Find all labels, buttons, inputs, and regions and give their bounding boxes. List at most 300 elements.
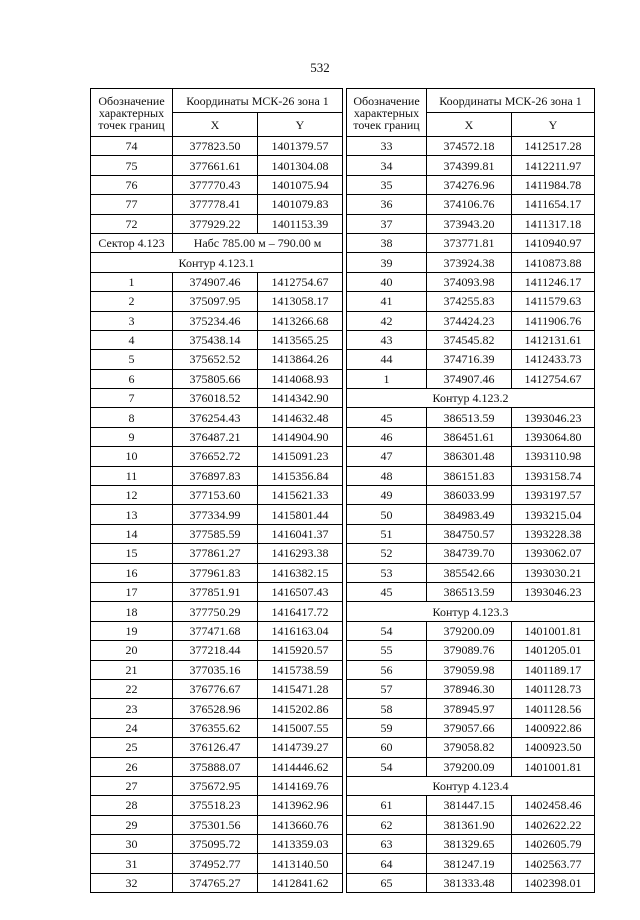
point-cell: 47 — [347, 447, 427, 466]
table-row — [91, 776, 343, 795]
x-coordinate-cell: 377585.59 — [173, 524, 258, 543]
y-coordinate-cell: 1412433.73 — [512, 350, 595, 369]
x-coordinate-cell: 375652.52 — [173, 350, 258, 369]
table-row — [91, 214, 343, 233]
point-cell: 33 — [347, 137, 427, 156]
sector-height-cell: Набс 785.00 м – 790.00 м — [173, 233, 343, 252]
table-row — [91, 272, 343, 291]
point-cell: 26 — [91, 757, 173, 776]
point-cell: 37 — [347, 214, 427, 233]
x-coordinate-cell: 375805.66 — [173, 369, 258, 388]
x-coordinate-cell: 378945.97 — [427, 699, 512, 718]
x-coordinate-cell: 377778.41 — [173, 195, 258, 214]
table-row — [91, 602, 343, 621]
table-row — [91, 466, 343, 485]
x-coordinate-cell: 376897.83 — [173, 466, 258, 485]
y-coordinate-cell: 1411654.17 — [512, 195, 595, 214]
point-cell: 1 — [91, 272, 173, 291]
table-row — [347, 311, 595, 330]
x-coordinate-cell: 374907.46 — [173, 272, 258, 291]
table-row — [91, 738, 343, 757]
table-row — [347, 292, 595, 311]
table-row — [347, 835, 595, 854]
x-coordinate-cell: 374952.77 — [173, 854, 258, 873]
x-coordinate-cell: 378946.30 — [427, 679, 512, 698]
y-coordinate-cell: 1402563.77 — [512, 854, 595, 873]
y-coordinate-cell: 1401079.83 — [258, 195, 343, 214]
y-coordinate-cell: 1416041.37 — [258, 524, 343, 543]
x-coordinate-cell: 374572.18 — [427, 137, 512, 156]
y-coordinate-cell: 1400923.50 — [512, 738, 595, 757]
point-cell: 52 — [347, 544, 427, 563]
point-cell: 55 — [347, 641, 427, 660]
point-cell: 18 — [91, 602, 173, 621]
table-row — [91, 544, 343, 563]
x-column-header: X — [173, 113, 258, 137]
table-row — [347, 796, 595, 815]
y-coordinate-cell: 1412754.67 — [258, 272, 343, 291]
x-coordinate-cell: 386513.59 — [427, 582, 512, 601]
table-row — [91, 815, 343, 834]
table-row — [91, 311, 343, 330]
x-coordinate-cell: 377153.60 — [173, 486, 258, 505]
y-coordinate-cell: 1414068.93 — [258, 369, 343, 388]
table-row — [91, 796, 343, 815]
y-coordinate-cell: 1415621.33 — [258, 486, 343, 505]
y-column-header: Y — [512, 113, 595, 137]
table-row — [91, 292, 343, 311]
x-coordinate-cell: 375438.14 — [173, 330, 258, 349]
point-cell: 2 — [91, 292, 173, 311]
y-coordinate-cell: 1415091.23 — [258, 447, 343, 466]
table-row — [347, 738, 595, 757]
point-cell: 48 — [347, 466, 427, 485]
point-cell: 15 — [91, 544, 173, 563]
table-row — [347, 427, 595, 446]
y-coordinate-cell: 1416382.15 — [258, 563, 343, 582]
y-coordinate-cell: 1415920.57 — [258, 641, 343, 660]
table-row — [347, 815, 595, 834]
x-coordinate-cell: 375234.46 — [173, 311, 258, 330]
table-row — [91, 486, 343, 505]
y-coordinate-cell: 1393215.04 — [512, 505, 595, 524]
y-coordinate-cell: 1415801.44 — [258, 505, 343, 524]
table-row — [347, 195, 595, 214]
y-coordinate-cell: 1401128.56 — [512, 699, 595, 718]
x-coordinate-cell: 375888.07 — [173, 757, 258, 776]
page-number: 532 — [310, 60, 330, 75]
x-coordinate-cell: 377861.27 — [173, 544, 258, 563]
point-cell: 61 — [347, 796, 427, 815]
table-row — [91, 660, 343, 679]
point-cell: 50 — [347, 505, 427, 524]
x-coordinate-cell: 376355.62 — [173, 718, 258, 737]
y-coordinate-cell: 1402458.46 — [512, 796, 595, 815]
point-cell: 19 — [91, 621, 173, 640]
y-coordinate-cell: 1416417.72 — [258, 602, 343, 621]
table-row — [91, 505, 343, 524]
x-coordinate-cell: 373771.81 — [427, 233, 512, 252]
point-cell: 28 — [91, 796, 173, 815]
y-coordinate-cell: 1412211.97 — [512, 156, 595, 175]
x-coordinate-cell: 384739.70 — [427, 544, 512, 563]
point-cell: 64 — [347, 854, 427, 873]
x-coordinate-cell: 379200.09 — [427, 757, 512, 776]
x-coordinate-cell: 377471.68 — [173, 621, 258, 640]
point-cell: 30 — [91, 835, 173, 854]
point-cell: 43 — [347, 330, 427, 349]
y-coordinate-cell: 1393062.07 — [512, 544, 595, 563]
y-coordinate-cell: 1401304.08 — [258, 156, 343, 175]
table-row — [347, 272, 595, 291]
point-cell: 42 — [347, 311, 427, 330]
x-coordinate-cell: 386151.83 — [427, 466, 512, 485]
point-cell: 4 — [91, 330, 173, 349]
point-cell: 74 — [91, 137, 173, 156]
point-cell: 45 — [347, 408, 427, 427]
table-row — [347, 137, 595, 156]
section-title: Контур 4.123.4 — [347, 776, 595, 795]
table-row — [347, 524, 595, 543]
table-row — [91, 175, 343, 194]
x-coordinate-cell: 374716.39 — [427, 350, 512, 369]
point-cell: 7 — [91, 389, 173, 408]
y-coordinate-cell: 1411246.17 — [512, 272, 595, 291]
y-coordinate-cell: 1402605.79 — [512, 835, 595, 854]
x-coordinate-cell: 384983.49 — [427, 505, 512, 524]
point-cell: 14 — [91, 524, 173, 543]
table-row — [347, 369, 595, 388]
x-coordinate-cell: 386033.99 — [427, 486, 512, 505]
x-coordinate-cell: 376254.43 — [173, 408, 258, 427]
point-cell: 23 — [91, 699, 173, 718]
x-coordinate-cell: 377750.29 — [173, 602, 258, 621]
y-coordinate-cell: 1415356.84 — [258, 466, 343, 485]
point-cell: 10 — [91, 447, 173, 466]
table-row — [91, 563, 343, 582]
coordinates-system-header: Координаты МСК-26 зона 1 — [427, 89, 595, 113]
x-coordinate-cell: 377661.61 — [173, 156, 258, 175]
x-coordinate-cell: 376126.47 — [173, 738, 258, 757]
table-row — [91, 873, 343, 892]
table-row — [347, 466, 595, 485]
table-row — [347, 408, 595, 427]
point-cell: 9 — [91, 427, 173, 446]
table-row — [347, 699, 595, 718]
table-row — [91, 137, 343, 156]
y-coordinate-cell: 1414342.90 — [258, 389, 343, 408]
y-coordinate-cell: 1413359.03 — [258, 835, 343, 854]
table-row — [347, 679, 595, 698]
point-cell: 22 — [91, 679, 173, 698]
point-cell: Сектор 4.123 — [91, 233, 173, 252]
y-coordinate-cell: 1416163.04 — [258, 621, 343, 640]
y-coordinate-cell: 1413660.76 — [258, 815, 343, 834]
y-coordinate-cell: 1401205.01 — [512, 641, 595, 660]
table-row — [91, 679, 343, 698]
x-coordinate-cell: 373924.38 — [427, 253, 512, 272]
table-row — [91, 408, 343, 427]
section-title: Контур 4.123.1 — [91, 253, 343, 272]
point-cell: 57 — [347, 679, 427, 698]
y-coordinate-cell: 1402398.01 — [512, 873, 595, 892]
y-coordinate-cell: 1410940.97 — [512, 233, 595, 252]
y-coordinate-cell: 1412754.67 — [512, 369, 595, 388]
point-cell: 36 — [347, 195, 427, 214]
table-row — [347, 253, 595, 272]
point-cell: 34 — [347, 156, 427, 175]
y-coordinate-cell: 1415202.86 — [258, 699, 343, 718]
table-row — [347, 757, 595, 776]
x-coordinate-cell: 375301.56 — [173, 815, 258, 834]
y-coordinate-cell: 1393046.23 — [512, 408, 595, 427]
x-coordinate-cell: 381447.15 — [427, 796, 512, 815]
x-coordinate-cell: 376652.72 — [173, 447, 258, 466]
point-cell: 44 — [347, 350, 427, 369]
table-row — [91, 369, 343, 388]
x-coordinate-cell: 375097.95 — [173, 292, 258, 311]
table-row — [347, 350, 595, 369]
y-coordinate-cell: 1411984.78 — [512, 175, 595, 194]
point-cell: 24 — [91, 718, 173, 737]
x-coordinate-cell: 386301.48 — [427, 447, 512, 466]
point-cell: 8 — [91, 408, 173, 427]
table-row — [347, 660, 595, 679]
x-coordinate-cell: 379089.76 — [427, 641, 512, 660]
point-cell: 39 — [347, 253, 427, 272]
y-coordinate-cell: 1413962.96 — [258, 796, 343, 815]
x-coordinate-cell: 375518.23 — [173, 796, 258, 815]
y-coordinate-cell: 1413864.26 — [258, 350, 343, 369]
x-coordinate-cell: 381329.65 — [427, 835, 512, 854]
table-row — [347, 486, 595, 505]
table-row — [91, 835, 343, 854]
table-row — [91, 195, 343, 214]
y-coordinate-cell: 1413058.17 — [258, 292, 343, 311]
y-coordinate-cell: 1415007.55 — [258, 718, 343, 737]
table-row — [91, 427, 343, 446]
x-coordinate-cell: 376487.21 — [173, 427, 258, 446]
x-coordinate-cell: 374765.27 — [173, 873, 258, 892]
x-coordinate-cell: 374093.98 — [427, 272, 512, 291]
x-coordinate-cell: 377218.44 — [173, 641, 258, 660]
coordinates-system-header: Координаты МСК-26 зона 1 — [173, 89, 343, 113]
x-coordinate-cell: 377770.43 — [173, 175, 258, 194]
coordinates-table-left — [90, 88, 343, 893]
point-cell: 65 — [347, 873, 427, 892]
y-coordinate-cell: 1415738.59 — [258, 660, 343, 679]
y-coordinate-cell: 1413266.68 — [258, 311, 343, 330]
point-cell: 21 — [91, 660, 173, 679]
x-coordinate-cell: 374907.46 — [427, 369, 512, 388]
point-cell: 60 — [347, 738, 427, 757]
table-row — [91, 854, 343, 873]
table-row — [91, 699, 343, 718]
y-coordinate-cell: 1393046.23 — [512, 582, 595, 601]
point-cell: 54 — [347, 757, 427, 776]
y-coordinate-cell: 1414169.76 — [258, 776, 343, 795]
x-coordinate-cell: 376018.52 — [173, 389, 258, 408]
table-row — [347, 544, 595, 563]
x-coordinate-cell: 377961.83 — [173, 563, 258, 582]
table-row — [91, 350, 343, 369]
point-cell: 76 — [91, 175, 173, 194]
x-coordinate-cell: 377334.99 — [173, 505, 258, 524]
x-coordinate-cell: 373943.20 — [427, 214, 512, 233]
point-cell: 1 — [347, 369, 427, 388]
y-coordinate-cell: 1411906.76 — [512, 311, 595, 330]
sector-row — [91, 233, 343, 252]
table-row — [347, 156, 595, 175]
point-cell: 35 — [347, 175, 427, 194]
x-column-header: X — [427, 113, 512, 137]
y-coordinate-cell: 1393110.98 — [512, 447, 595, 466]
point-cell: 45 — [347, 582, 427, 601]
table-row — [91, 524, 343, 543]
table-row — [347, 621, 595, 640]
y-coordinate-cell: 1401128.73 — [512, 679, 595, 698]
y-coordinate-cell: 1401379.57 — [258, 137, 343, 156]
table-row — [347, 582, 595, 601]
x-coordinate-cell: 374276.96 — [427, 175, 512, 194]
point-cell: 17 — [91, 582, 173, 601]
y-coordinate-cell: 1412131.61 — [512, 330, 595, 349]
x-coordinate-cell: 379200.09 — [427, 621, 512, 640]
table-row — [91, 621, 343, 640]
point-cell: 62 — [347, 815, 427, 834]
section-row — [347, 389, 595, 408]
table-row — [347, 718, 595, 737]
table-row — [347, 214, 595, 233]
y-coordinate-cell: 1416507.43 — [258, 582, 343, 601]
y-coordinate-cell: 1415471.28 — [258, 679, 343, 698]
table-row — [347, 505, 595, 524]
x-coordinate-cell: 381361.90 — [427, 815, 512, 834]
y-coordinate-cell: 1401001.81 — [512, 621, 595, 640]
y-column-header: Y — [258, 113, 343, 137]
y-coordinate-cell: 1410873.88 — [512, 253, 595, 272]
point-cell: 3 — [91, 311, 173, 330]
y-coordinate-cell: 1414446.62 — [258, 757, 343, 776]
point-cell: 27 — [91, 776, 173, 795]
point-cell: 75 — [91, 156, 173, 175]
y-coordinate-cell: 1393158.74 — [512, 466, 595, 485]
point-cell: 31 — [91, 854, 173, 873]
table-row — [347, 854, 595, 873]
table-row — [347, 641, 595, 660]
y-coordinate-cell: 1414739.27 — [258, 738, 343, 757]
point-cell: 54 — [347, 621, 427, 640]
point-cell: 13 — [91, 505, 173, 524]
point-cell: 29 — [91, 815, 173, 834]
y-coordinate-cell: 1414904.90 — [258, 427, 343, 446]
x-coordinate-cell: 377035.16 — [173, 660, 258, 679]
point-cell: 40 — [347, 272, 427, 291]
x-coordinate-cell: 379058.82 — [427, 738, 512, 757]
y-coordinate-cell: 1413140.50 — [258, 854, 343, 873]
point-cell: 5 — [91, 350, 173, 369]
x-coordinate-cell: 386451.61 — [427, 427, 512, 446]
point-cell: 12 — [91, 486, 173, 505]
y-coordinate-cell: 1393228.38 — [512, 524, 595, 543]
table-row — [91, 641, 343, 660]
point-cell: 25 — [91, 738, 173, 757]
table-row — [347, 447, 595, 466]
section-row — [347, 776, 595, 795]
coordinates-table-right — [346, 88, 595, 893]
table-row — [91, 582, 343, 601]
point-cell: 63 — [347, 835, 427, 854]
table-row — [91, 330, 343, 349]
x-coordinate-cell: 374424.23 — [427, 311, 512, 330]
point-cell: 41 — [347, 292, 427, 311]
table-row — [91, 718, 343, 737]
table-row — [347, 175, 595, 194]
x-coordinate-cell: 376528.96 — [173, 699, 258, 718]
x-coordinate-cell: 384750.57 — [427, 524, 512, 543]
y-coordinate-cell: 1416293.38 — [258, 544, 343, 563]
x-coordinate-cell: 379057.66 — [427, 718, 512, 737]
point-cell: 38 — [347, 233, 427, 252]
point-designation-header: Обозначение характерных точек границ — [91, 89, 173, 137]
x-coordinate-cell: 377823.50 — [173, 137, 258, 156]
y-coordinate-cell: 1400922.86 — [512, 718, 595, 737]
y-coordinate-cell: 1401189.17 — [512, 660, 595, 679]
x-coordinate-cell: 379059.98 — [427, 660, 512, 679]
table-row — [347, 563, 595, 582]
x-coordinate-cell: 381333.48 — [427, 873, 512, 892]
table-row — [91, 757, 343, 776]
x-coordinate-cell: 375672.95 — [173, 776, 258, 795]
point-cell: 58 — [347, 699, 427, 718]
x-coordinate-cell: 377851.91 — [173, 582, 258, 601]
table-row — [91, 156, 343, 175]
y-coordinate-cell: 1411579.63 — [512, 292, 595, 311]
point-cell: 16 — [91, 563, 173, 582]
y-coordinate-cell: 1414632.48 — [258, 408, 343, 427]
table-row — [347, 233, 595, 252]
x-coordinate-cell: 377929.22 — [173, 214, 258, 233]
section-title: Контур 4.123.3 — [347, 602, 595, 621]
x-coordinate-cell: 374255.83 — [427, 292, 512, 311]
table-row — [347, 330, 595, 349]
table-row — [91, 447, 343, 466]
section-row — [347, 602, 595, 621]
y-coordinate-cell: 1412517.28 — [512, 137, 595, 156]
y-coordinate-cell: 1411317.18 — [512, 214, 595, 233]
table-row — [91, 389, 343, 408]
y-coordinate-cell: 1393064.80 — [512, 427, 595, 446]
section-row — [91, 253, 343, 272]
point-cell: 77 — [91, 195, 173, 214]
point-cell: 32 — [91, 873, 173, 892]
section-title: Контур 4.123.2 — [347, 389, 595, 408]
point-cell: 6 — [91, 369, 173, 388]
y-coordinate-cell: 1412841.62 — [258, 873, 343, 892]
point-cell: 72 — [91, 214, 173, 233]
y-coordinate-cell: 1401001.81 — [512, 757, 595, 776]
x-coordinate-cell: 374399.81 — [427, 156, 512, 175]
x-coordinate-cell: 381247.19 — [427, 854, 512, 873]
y-coordinate-cell: 1402622.22 — [512, 815, 595, 834]
x-coordinate-cell: 386513.59 — [427, 408, 512, 427]
point-cell: 56 — [347, 660, 427, 679]
point-cell: 46 — [347, 427, 427, 446]
x-coordinate-cell: 375095.72 — [173, 835, 258, 854]
y-coordinate-cell: 1393030.21 — [512, 563, 595, 582]
point-cell: 20 — [91, 641, 173, 660]
x-coordinate-cell: 374545.82 — [427, 330, 512, 349]
